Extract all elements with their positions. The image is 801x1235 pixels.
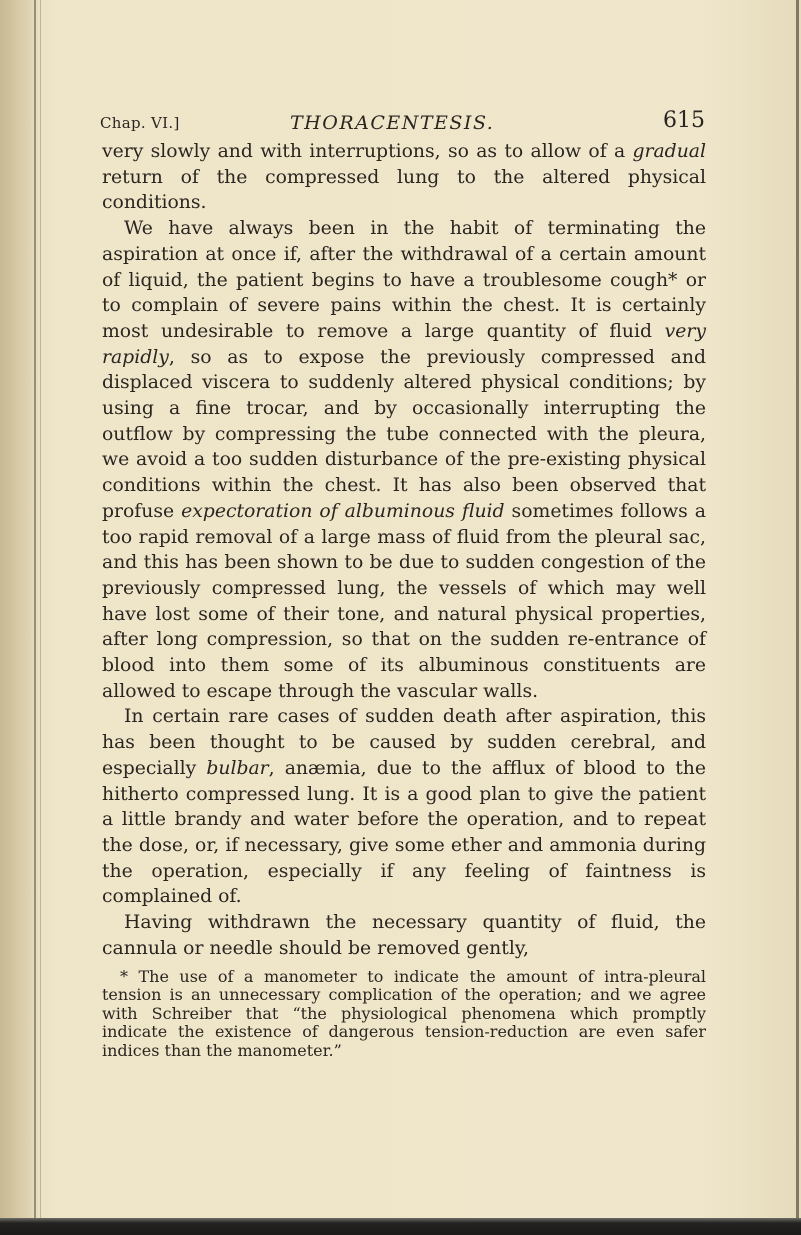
text-segment: return of the compressed lung to the altered physical conditions. [102,166,706,214]
text-segment: sometimes follows a too rapid removal of a large mass of fluid from the pleural sac, and this has been shown to be due to sudden congestion of the previously compressed lung, the vessels of which may well have lost some of their tone, and natural physical properties, after long compression, so that on the sudden re-entrance of blood into them some of its albuminous constituents are allowed to escape through the vascular walls. [102,500,706,702]
page-number: 615 [663,108,705,133]
body-text [102,139,706,962]
text-segment: , anæmia, due to the afflux of blood to the hitherto compressed lung. It is a good plan to give the patient a little brandy and water before the operation, and to repeat the dose, or, if necessary, give some ether and ammonia during the operation, especially if any feeling of faintness is complained of. [102,757,706,908]
footnote-text: * The use of a manometer to indicate the amount of intra-pleural tension is an unnecessary complication of the operation; and we agree with Schreiber that “the physiological phenomena which promptly indicate the existence of dangerous tension-reduction are even safer indices than the manometer.” [102,967,706,1060]
text-segment: We have always been in the habit of terminating the aspiration at once if, after the withdrawal of a certain amount of liquid, the patient begins to have a troublesome cough* or to complain of severe pains within the chest. It is certainly most undesirable to remove a large quantity of fluid [102,218,706,342]
text-segment: In certain rare cases of sudden death after aspiration, this has been thought to be caused by sudden cerebral, and especially [102,706,706,779]
text-segment: Having withdrawn the necessary quantity of fluid, the cannula or needle should be removed gently, [102,912,706,959]
text-segment-italic: very rapidly [102,320,706,368]
running-header [100,108,705,138]
paragraph-1 [102,139,706,216]
paragraph-3 [102,704,706,910]
binding-line [34,0,36,1235]
text-segment-italic: gradual [632,141,706,162]
binding-line-inner [40,0,41,1235]
footnote [102,968,706,1060]
text-segment-italic: bulbar [206,757,269,779]
paragraph-4 [102,910,706,961]
running-title: THORACENTESIS. [290,112,495,134]
text-segment: very slowly and with interruptions, so as to allow of a [102,141,633,162]
chapter-label: Chap. VI.] [100,114,180,132]
page-right-edge [796,0,799,1235]
page-bottom-shadow [0,1218,801,1235]
paragraph-2 [102,216,706,704]
text-segment-italic: expectoration of albuminous fluid [181,500,505,522]
text-segment: , so as to expose the previously compressed and displaced viscera to suddenly altered physical conditions; by using a fine trocar, and by occasionally interrupting the outflow by compressing the tube connected with the pleura, we avoid a too sudden disturbance of the pre-existing physical conditions within the chest. It has also been observed that profuse [102,346,706,522]
